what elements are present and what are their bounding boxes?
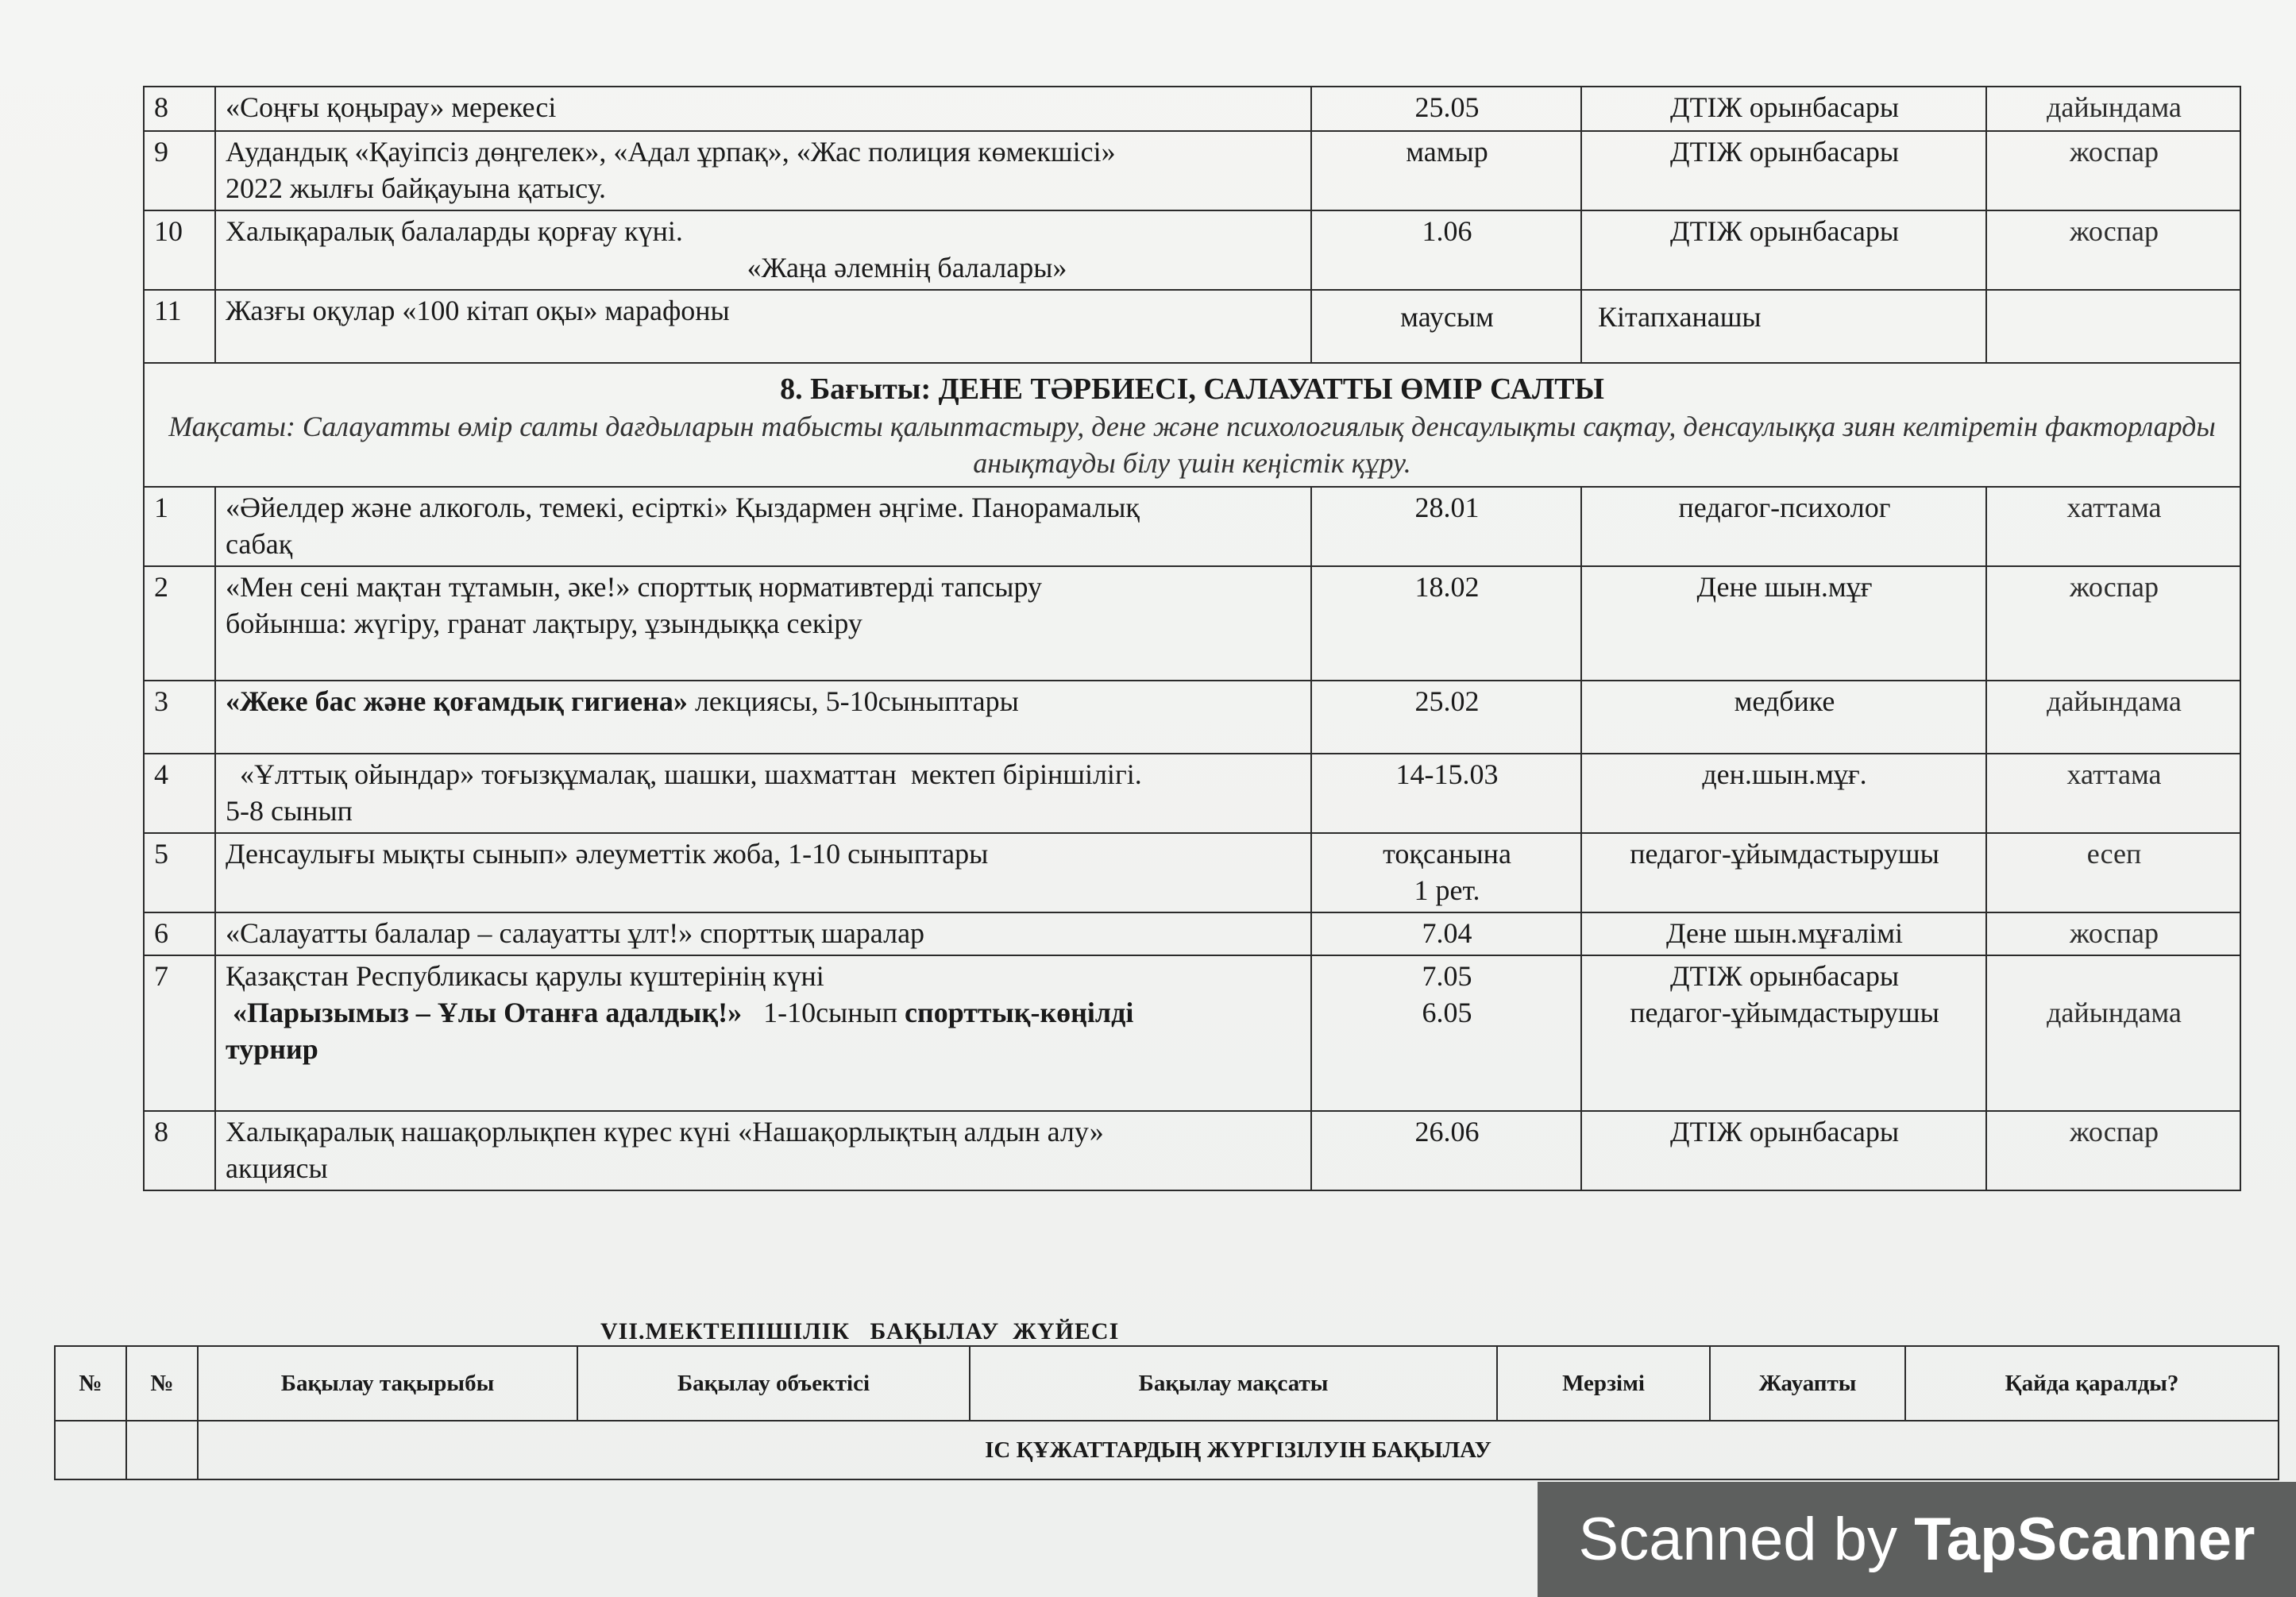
event-cell (215, 681, 1311, 754)
row-number: 9 (144, 131, 215, 210)
col-header-responsible: Жауапты (1710, 1346, 1905, 1421)
watermark-prefix: Scanned by (1578, 1506, 1915, 1573)
date-cell: 25.02 (1311, 681, 1581, 754)
date-cell: мамыр (1311, 131, 1581, 210)
date-cell: 25.05 (1311, 87, 1581, 131)
table-row (144, 87, 2240, 131)
event-cell (215, 290, 1311, 363)
form-cell: жоспар (1986, 912, 2240, 955)
section-goal: Мақсаты: Салауатты өмір салты дағдыларын табысты қалыптастыру, дене және психологиялық денсаулықты сақтау, денсаулыққа зиян келтіретін факторларды анықтауды білу үшін кеңістік құру. (168, 411, 2216, 479)
form-cell: жоспар (1986, 210, 2240, 290)
event-text-bold: спорттық-көңілді (904, 997, 1134, 1028)
col-header-reviewed: Қайда қаралды? (1905, 1346, 2279, 1421)
event-cell (215, 1111, 1311, 1190)
event-cell (215, 87, 1311, 131)
row-number: 8 (144, 1111, 215, 1190)
event-text: Денсаулығы мықты сынып» әлеуметтік жоба, 1-10 сыныптары (226, 838, 989, 870)
date-text: тоқсанына (1383, 838, 1511, 870)
section-title: 8. Бағыты: ДЕНЕ ТӘРБИЕСІ, САЛАУАТТЫ ӨМІР САЛТЫ (780, 372, 1604, 406)
date-cell: 26.06 (1311, 1111, 1581, 1190)
event-text-bold: «Жеке бас және қоғамдық гигиена» (226, 685, 688, 717)
section-heading-row (144, 363, 2240, 487)
event-cell (215, 210, 1311, 290)
date-cell: 7.04 (1311, 912, 1581, 955)
responsible-cell: Дене шын.мұғ (1581, 566, 1986, 681)
event-text: лекциясы, 5-10сыныптары (687, 685, 1019, 717)
form-cell: дайындама (1986, 955, 2240, 1111)
event-cell (215, 912, 1311, 955)
form-cell: дайындама (1986, 87, 2240, 131)
form-cell: жоспар (1986, 131, 2240, 210)
event-text: 5-8 сынып (226, 795, 353, 827)
form-cell: жоспар (1986, 1111, 2240, 1190)
table-row (144, 210, 2240, 290)
table-row (144, 833, 2240, 912)
table-row (144, 566, 2240, 681)
date-cell: 18.02 (1311, 566, 1581, 681)
event-text: «Салауатты балалар – салауатты ұлт!» спорттық шаралар (226, 917, 925, 949)
col-header-deadline: Мерзімі (1497, 1346, 1710, 1421)
event-cell (215, 487, 1311, 566)
row-number: 11 (144, 290, 215, 363)
event-text-bold: турнир (226, 1033, 318, 1065)
date-cell: 1.06 (1311, 210, 1581, 290)
row-number: 3 (144, 681, 215, 754)
table-row (144, 955, 2240, 1111)
event-text: Халықаралық балаларды қорғау күні. (226, 215, 683, 247)
event-text: Аудандық «Қауіпсіз дөңгелек», «Адал ұрпақ», «Жас полиция көмекшісі» (226, 136, 1116, 168)
event-cell (215, 833, 1311, 912)
col-header-number: № (55, 1346, 126, 1421)
responsible-cell: медбике (1581, 681, 1986, 754)
responsible-cell: ден.шын.мұғ. (1581, 754, 1986, 833)
date-text: 6.05 (1422, 997, 1472, 1028)
responsible-text: педагог-ұйымдастырушы (1630, 997, 1939, 1028)
plan-table (143, 86, 2241, 1191)
empty-cell (126, 1421, 198, 1479)
row-number: 2 (144, 566, 215, 681)
event-text: «Ұлттық ойындар» тоғызқұмалақ, шашки, шахматтан мектеп біріншілігі. (226, 758, 1142, 790)
subheading-cell: ІС ҚҰЖАТТАРДЫҢ ЖҮРГІЗІЛУІН БАҚЫЛАУ (198, 1421, 2279, 1479)
table-row (144, 681, 2240, 754)
responsible-cell: Кітапханашы (1581, 290, 1986, 363)
event-text: сабақ (226, 528, 293, 560)
event-text: акциясы (226, 1152, 328, 1184)
date-text: 1 рет. (1414, 874, 1480, 906)
table-row (144, 1111, 2240, 1190)
row-number: 5 (144, 833, 215, 912)
event-text: бойынша: жүгіру, гранат лақтыру, ұзындыққа секіру (226, 608, 862, 639)
form-cell: хаттама (1986, 754, 2240, 833)
empty-cell (55, 1421, 126, 1479)
event-text: «Мен сені мақтан тұтамын, әке!» спорттық нормативтерді тапсыру (226, 571, 1043, 603)
event-text: Халықаралық нашақорлықпен күрес күні «Нашақорлықтың алдын алу» (226, 1116, 1104, 1148)
section-vii-title: VII.МЕКТЕПІШІЛІК БАҚЫЛАУ ЖҮЙЕСІ (600, 1318, 1120, 1344)
table-row (144, 754, 2240, 833)
event-text-line2 (226, 994, 1302, 1031)
responsible-cell: педагог-ұйымдастырушы (1581, 833, 1986, 912)
date-text: 7.05 (1422, 960, 1472, 992)
event-text-bold: «Парызымыз – Ұлы Отанға адалдық!» (226, 997, 743, 1028)
form-cell: есеп (1986, 833, 2240, 912)
event-text: Қазақстан Республикасы қарулы күштерінің күні (226, 960, 824, 992)
responsible-text: ДТІЖ орынбасары (1669, 960, 1900, 992)
date-cell: 14-15.03 (1311, 754, 1581, 833)
header-row (55, 1346, 2279, 1421)
row-number: 6 (144, 912, 215, 955)
event-text: «Соңғы қоңырау» мерекесі (226, 91, 557, 123)
row-number: 1 (144, 487, 215, 566)
form-cell: хаттама (1986, 487, 2240, 566)
responsible-cell: Дене шын.мұғалімі (1581, 912, 1986, 955)
responsible-cell: педагог-психолог (1581, 487, 1986, 566)
event-text: «Әйелдер және алкоголь, темекі, есірткі» Қыздармен әңгіме. Панорамалық (226, 492, 1140, 523)
event-text: 2022 жылғы байқауына қатысу. (226, 172, 606, 204)
form-cell (1986, 290, 2240, 363)
table-row (144, 290, 2240, 363)
event-cell (215, 955, 1311, 1111)
col-header-goal: Бақылау мақсаты (970, 1346, 1497, 1421)
date-cell: 28.01 (1311, 487, 1581, 566)
row-number: 8 (144, 87, 215, 131)
row-number: 10 (144, 210, 215, 290)
table-row (55, 1421, 2279, 1479)
table-row (144, 131, 2240, 210)
col-header-topic: Бақылау тақырыбы (198, 1346, 577, 1421)
control-table (54, 1345, 2279, 1480)
responsible-cell: ДТІЖ орынбасары (1581, 131, 1986, 210)
form-cell: дайындама (1986, 681, 2240, 754)
event-cell (215, 131, 1311, 210)
responsible-cell: ДТІЖ орынбасары (1581, 210, 1986, 290)
responsible-cell (1581, 955, 1986, 1111)
date-cell (1311, 833, 1581, 912)
col-header-object: Бақылау объектісі (577, 1346, 970, 1421)
responsible-cell: ДТІЖ орынбасары (1581, 1111, 1986, 1190)
form-cell: жоспар (1986, 566, 2240, 681)
event-text: 1-10сынып (742, 997, 905, 1028)
row-number: 4 (144, 754, 215, 833)
row-number: 7 (144, 955, 215, 1111)
table-row (144, 487, 2240, 566)
table-row (144, 912, 2240, 955)
event-text: Жазғы оқулар «100 кітап оқы» марафоны (226, 295, 730, 326)
section-heading (144, 363, 2240, 487)
col-header-number: № (126, 1346, 198, 1421)
event-cell (215, 754, 1311, 833)
event-text: «Жаңа әлемнің балалары» (747, 252, 1067, 284)
responsible-cell: ДТІЖ орынбасары (1581, 87, 1986, 131)
date-cell: маусым (1311, 290, 1581, 363)
event-cell (215, 566, 1311, 681)
date-cell (1311, 955, 1581, 1111)
scanner-watermark (1538, 1482, 2296, 1597)
watermark-brand: TapScanner (1914, 1506, 2255, 1573)
